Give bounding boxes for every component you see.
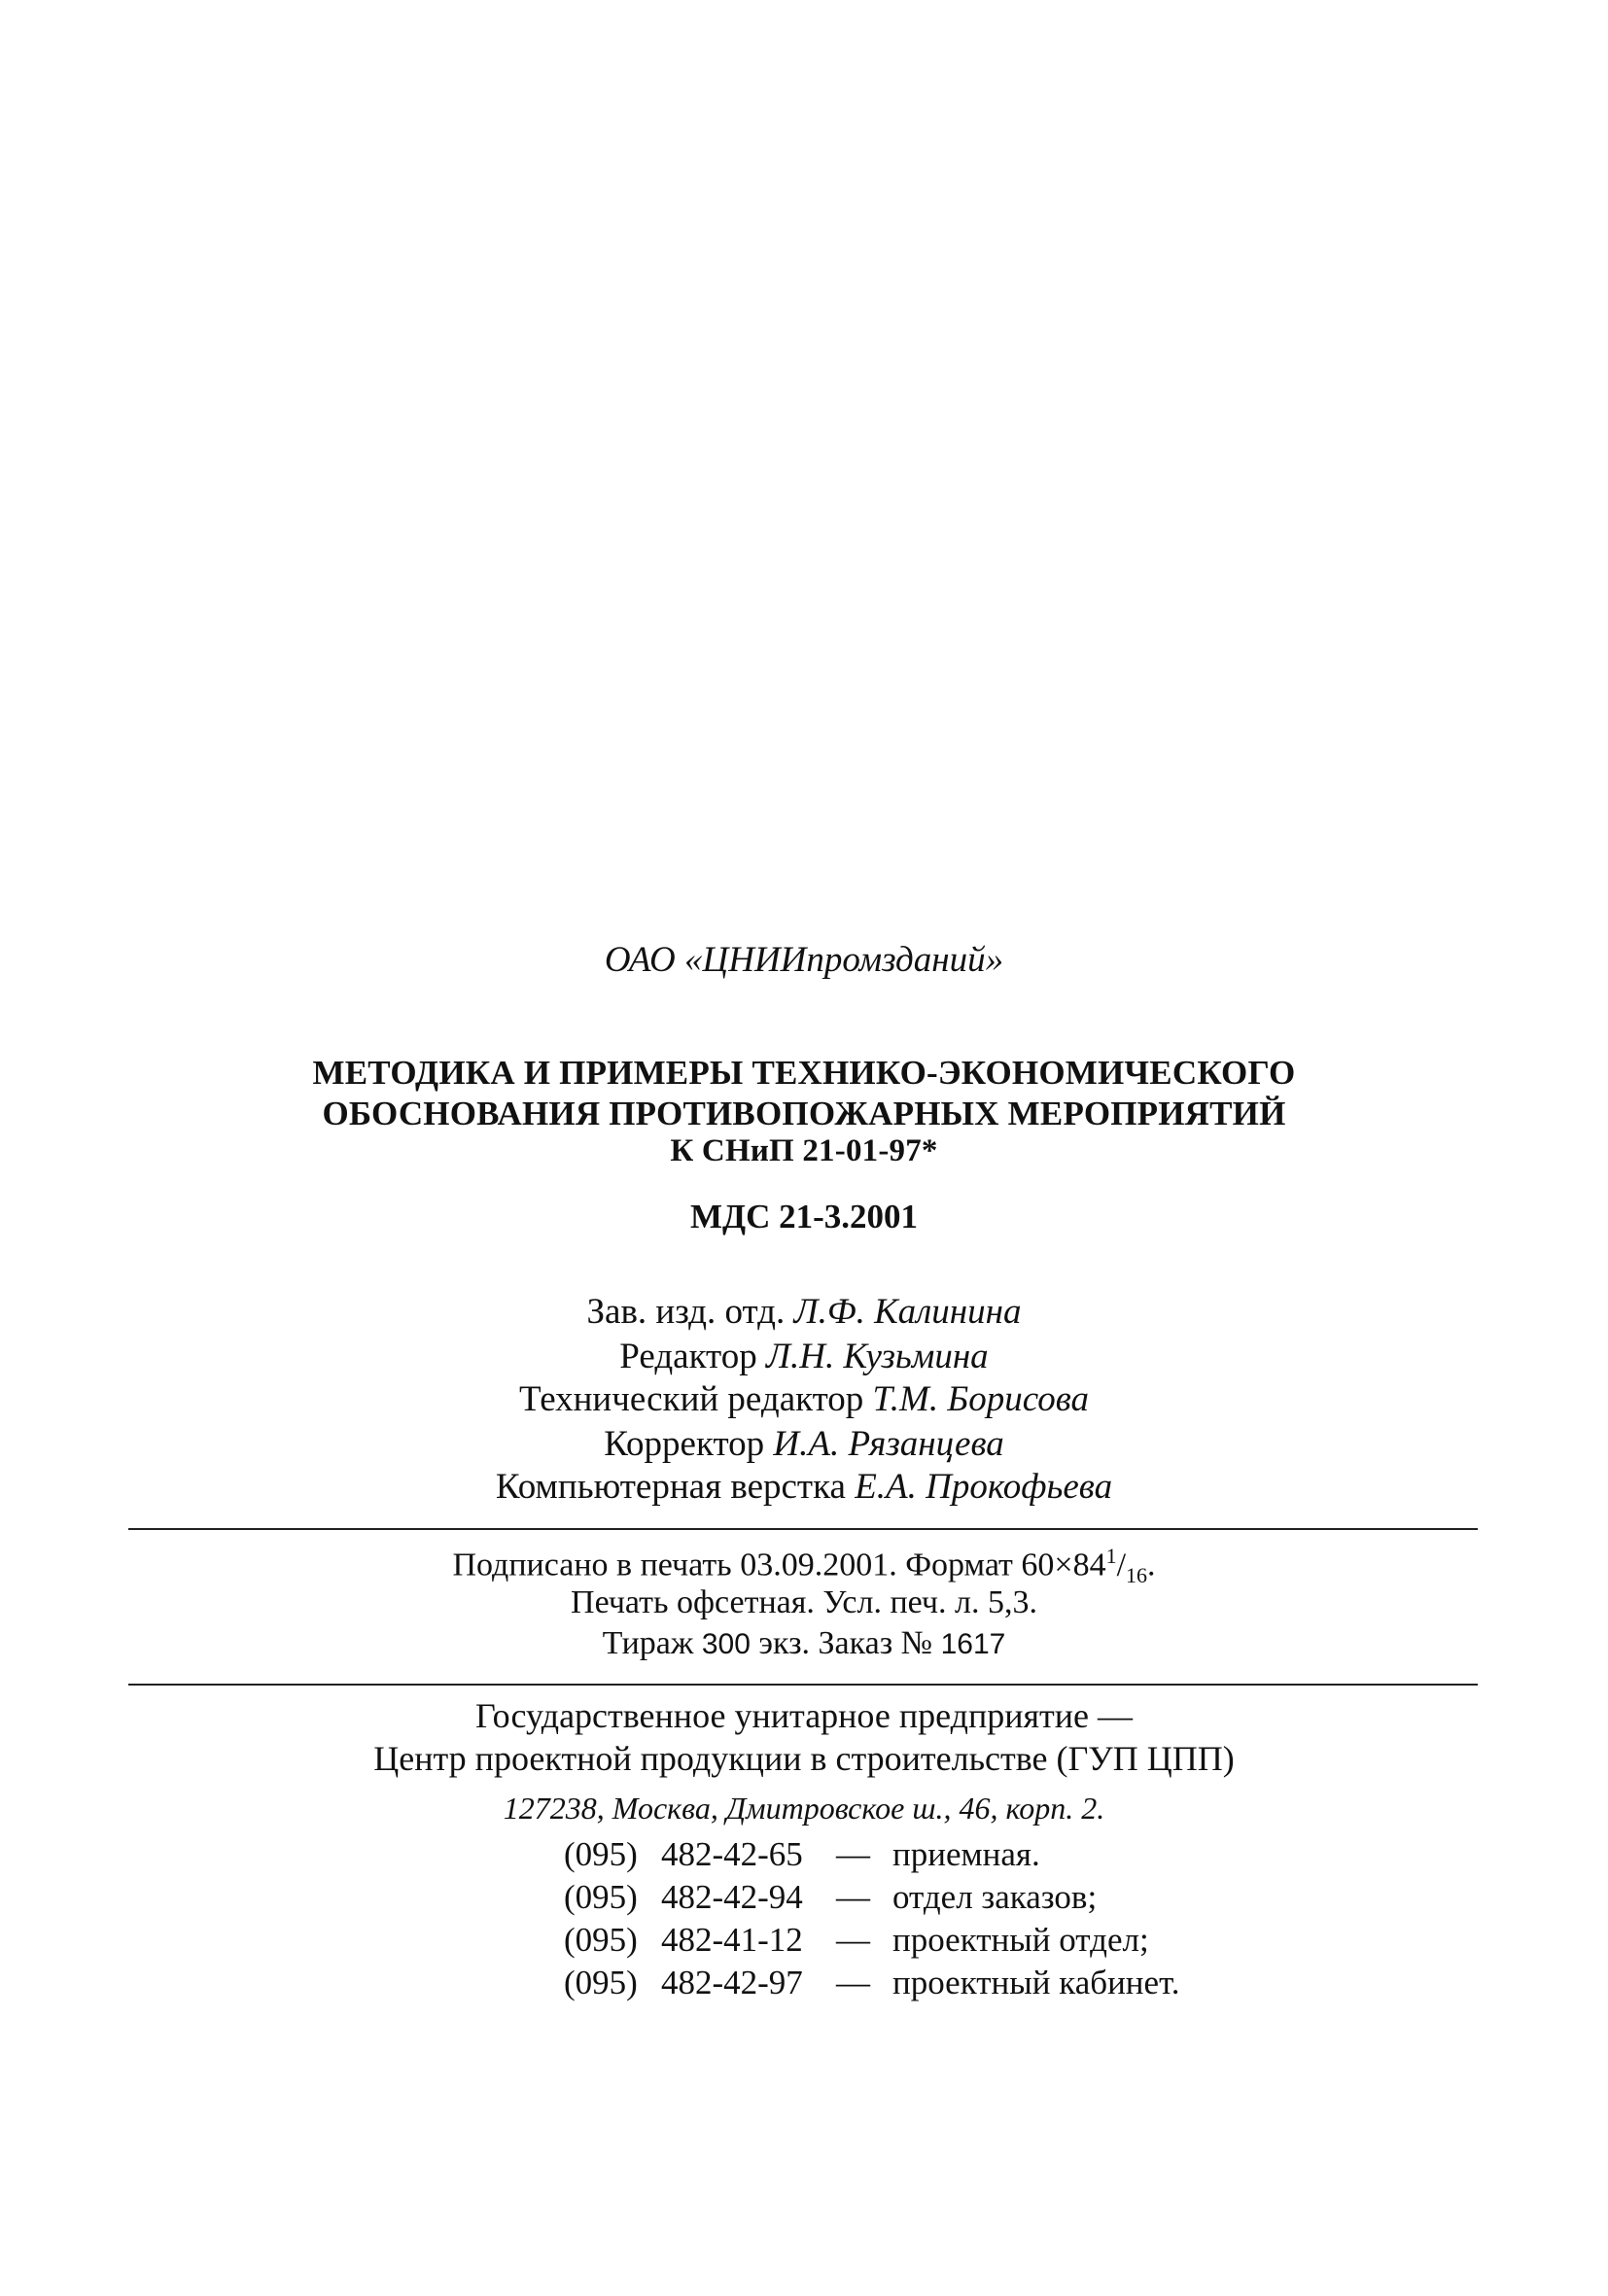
print-run-label: Тираж [602,1625,694,1661]
format-fraction-numerator: 1 [1105,1544,1117,1568]
credit-name: Е.А. Прокофьева [855,1467,1113,1507]
credit-role: Технический редактор [519,1379,864,1419]
format-fraction-slash: / [1116,1547,1127,1583]
contact-dash: — [836,1964,870,2001]
format-fraction-denominator: 16 [1126,1563,1148,1588]
print-run-value: 300 [701,1628,751,1660]
print-run-line [0,1625,1608,1662]
format-fraction-end: . [1147,1547,1156,1583]
credit-name: Л.Ф. Калинина [793,1292,1022,1332]
print-order-number: 1617 [940,1628,1006,1660]
contact-number: 482-42-97 [661,1964,803,2001]
credit-row [0,1291,1608,1333]
publisher-name: ОАО «ЦНИИпромзданий» [604,940,1004,980]
contact-dash: — [836,1835,870,1873]
credit-role: Корректор [604,1424,765,1464]
credit-role: Компьютерная верстка [495,1467,846,1507]
credit-row [0,1336,1608,1377]
contact-description: проектный кабинет. [892,1964,1180,2001]
credit-name: Т.М. Борисова [872,1379,1089,1419]
organization-line-1: Государственное унитарное предприятие — [474,1696,1134,1735]
contact-dash: — [836,1921,870,1959]
contact-dash: — [836,1878,870,1916]
title-line-3: К СНиП 21-01-97* [670,1133,938,1168]
print-signed-line [0,1544,1608,1588]
divider-top [128,1528,1478,1530]
contact-number: 482-41-12 [661,1921,803,1959]
contact-description: отдел заказов; [892,1878,1098,1916]
credit-row [0,1466,1608,1508]
credit-name: И.А. Рязанцева [773,1424,1004,1464]
credit-role: Зав. изд. отд. [586,1292,786,1332]
contact-number: 482-42-94 [661,1878,803,1916]
contact-description: проектный отдел; [892,1921,1149,1959]
contact-area-code: (095) [564,1921,638,1959]
title-line-1: МЕТОДИКА И ПРИМЕРЫ ТЕХНИКО-ЭКОНОМИЧЕСКОГО [312,1054,1296,1092]
print-type-line: Печать офсетная. Усл. печ. л. 5,3. [571,1584,1037,1620]
credit-row [0,1423,1608,1465]
organization-address: 127238, Москва, Дмитровское ш., 46, корп. 2. [503,1791,1105,1826]
print-signed-text: Подписано в печать 03.09.2001. Формат 60×84 [452,1547,1106,1583]
divider-bottom [128,1684,1478,1686]
contact-area-code: (095) [564,1878,638,1916]
print-order-label: экз. Заказ № [758,1625,933,1661]
credit-name: Л.Н. Кузьмина [766,1337,989,1376]
contact-area-code: (095) [564,1964,638,2001]
credit-role: Редактор [619,1337,757,1376]
contact-area-code: (095) [564,1835,638,1873]
credit-row [0,1378,1608,1420]
document-code: МДС 21-3.2001 [689,1198,919,1235]
title-line-2: ОБОСНОВАНИЯ ПРОТИВОПОЖАРНЫХ МЕРОПРИЯТИЙ [322,1095,1286,1132]
organization-line-2: Центр проектной продукции в строительстве (ГУП ЦПП) [373,1739,1235,1778]
contact-number: 482-42-65 [661,1835,803,1873]
contact-description: приемная. [892,1835,1040,1873]
